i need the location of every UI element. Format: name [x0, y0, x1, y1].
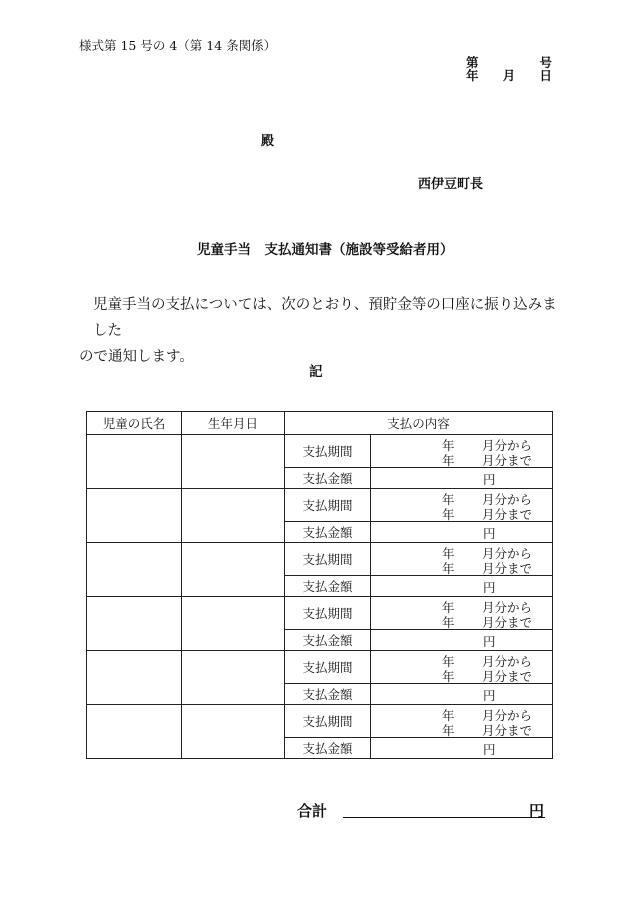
amount-label: 支払金額: [285, 468, 371, 489]
to-year-unit: 年: [442, 723, 455, 738]
to-year-unit: 年: [442, 453, 455, 468]
amount-value-cell[interactable]: [371, 630, 553, 651]
body-paragraph: [79, 292, 559, 370]
period-value-cell[interactable]: [371, 543, 553, 576]
yen-unit: 円: [483, 742, 496, 757]
period-value-cell[interactable]: [371, 597, 553, 630]
amount-label: 支払金額: [285, 576, 371, 597]
to-year-unit: 年: [442, 669, 455, 684]
number-dai: 第: [466, 55, 479, 70]
period-label: 支払期間: [285, 705, 371, 738]
amount-label: 支払金額: [285, 684, 371, 705]
to-month-unit: 月分まで: [482, 507, 533, 522]
period-label: 支払期間: [285, 543, 371, 576]
amount-label: 支払金額: [285, 738, 371, 759]
child-name-cell[interactable]: [87, 651, 182, 705]
date-day: 日: [539, 68, 552, 83]
to-month-unit: 月分まで: [482, 453, 533, 468]
birth-date-cell[interactable]: [182, 651, 285, 705]
total-yen-unit: 円: [529, 802, 545, 820]
from-year-unit: 年: [442, 654, 455, 669]
period-label: 支払期間: [285, 597, 371, 630]
amount-value-cell[interactable]: [371, 468, 553, 489]
amount-label: 支払金額: [285, 522, 371, 543]
table-row: [87, 435, 553, 468]
from-month-unit: 月分から: [482, 600, 533, 615]
birth-date-cell[interactable]: [182, 705, 285, 759]
period-value-cell[interactable]: [371, 435, 553, 468]
table-row: [87, 489, 553, 522]
table-header-row: [87, 412, 553, 435]
birth-date-cell[interactable]: [182, 435, 285, 489]
document-title: 児童手当 支払通知書（施設等受給者用）: [197, 242, 454, 258]
payment-table: [86, 411, 553, 759]
yen-unit: 円: [483, 580, 496, 595]
from-month-unit: 月分から: [482, 654, 533, 669]
from-year-unit: 年: [442, 600, 455, 615]
total-amount-line: [343, 817, 545, 818]
header-payment-details: 支払の内容: [285, 412, 553, 435]
to-month-unit: 月分まで: [482, 669, 533, 684]
birth-date-cell[interactable]: [182, 597, 285, 651]
yen-unit: 円: [483, 472, 496, 487]
amount-value-cell[interactable]: [371, 576, 553, 597]
amount-value-cell[interactable]: [371, 738, 553, 759]
from-month-unit: 月分から: [482, 708, 533, 723]
addressee-suffix: 殿: [261, 134, 275, 149]
form-reference: 様式第 15 号の 4（第 14 条関係）: [79, 38, 277, 53]
yen-unit: 円: [483, 688, 496, 703]
birth-date-cell[interactable]: [182, 543, 285, 597]
document-date-line: [466, 66, 552, 84]
from-month-unit: 月分から: [482, 546, 533, 561]
child-name-cell[interactable]: [87, 543, 182, 597]
period-label: 支払期間: [285, 651, 371, 684]
header-birth-date: 生年月日: [182, 412, 285, 435]
table-row: [87, 597, 553, 630]
table-row: [87, 705, 553, 738]
table-row: [87, 543, 553, 576]
yen-unit: 円: [483, 634, 496, 649]
body-line-2: ので通知します。: [79, 349, 194, 365]
amount-value-cell[interactable]: [371, 522, 553, 543]
number-gou: 号: [539, 55, 552, 70]
table-row: [87, 651, 553, 684]
from-year-unit: 年: [442, 438, 455, 453]
issuer-name: 西伊豆町長: [418, 177, 484, 192]
amount-value-cell[interactable]: [371, 684, 553, 705]
period-value-cell[interactable]: [371, 489, 553, 522]
child-name-cell[interactable]: [87, 705, 182, 759]
from-year-unit: 年: [442, 546, 455, 561]
to-month-unit: 月分まで: [482, 615, 533, 630]
to-month-unit: 月分まで: [482, 561, 533, 576]
period-label: 支払期間: [285, 489, 371, 522]
header-child-name: 児童の氏名: [87, 412, 182, 435]
to-year-unit: 年: [442, 615, 455, 630]
period-value-cell[interactable]: [371, 705, 553, 738]
from-month-unit: 月分から: [482, 492, 533, 507]
from-year-unit: 年: [442, 708, 455, 723]
child-name-cell[interactable]: [87, 435, 182, 489]
from-year-unit: 年: [442, 492, 455, 507]
date-month: 月: [502, 68, 516, 83]
amount-label: 支払金額: [285, 630, 371, 651]
to-year-unit: 年: [442, 507, 455, 522]
total-label: 合計: [297, 802, 328, 820]
period-value-cell[interactable]: [371, 651, 553, 684]
to-month-unit: 月分まで: [482, 723, 533, 738]
birth-date-cell[interactable]: [182, 489, 285, 543]
period-label: 支払期間: [285, 435, 371, 468]
body-line-1: 児童手当の支払については、次のとおり、預貯金等の口座に振り込みました: [93, 297, 557, 339]
yen-unit: 円: [483, 526, 496, 541]
child-name-cell[interactable]: [87, 597, 182, 651]
date-year: 年: [466, 68, 479, 83]
ki-heading: 記: [309, 364, 323, 380]
child-name-cell[interactable]: [87, 489, 182, 543]
to-year-unit: 年: [442, 561, 455, 576]
from-month-unit: 月分から: [482, 438, 533, 453]
